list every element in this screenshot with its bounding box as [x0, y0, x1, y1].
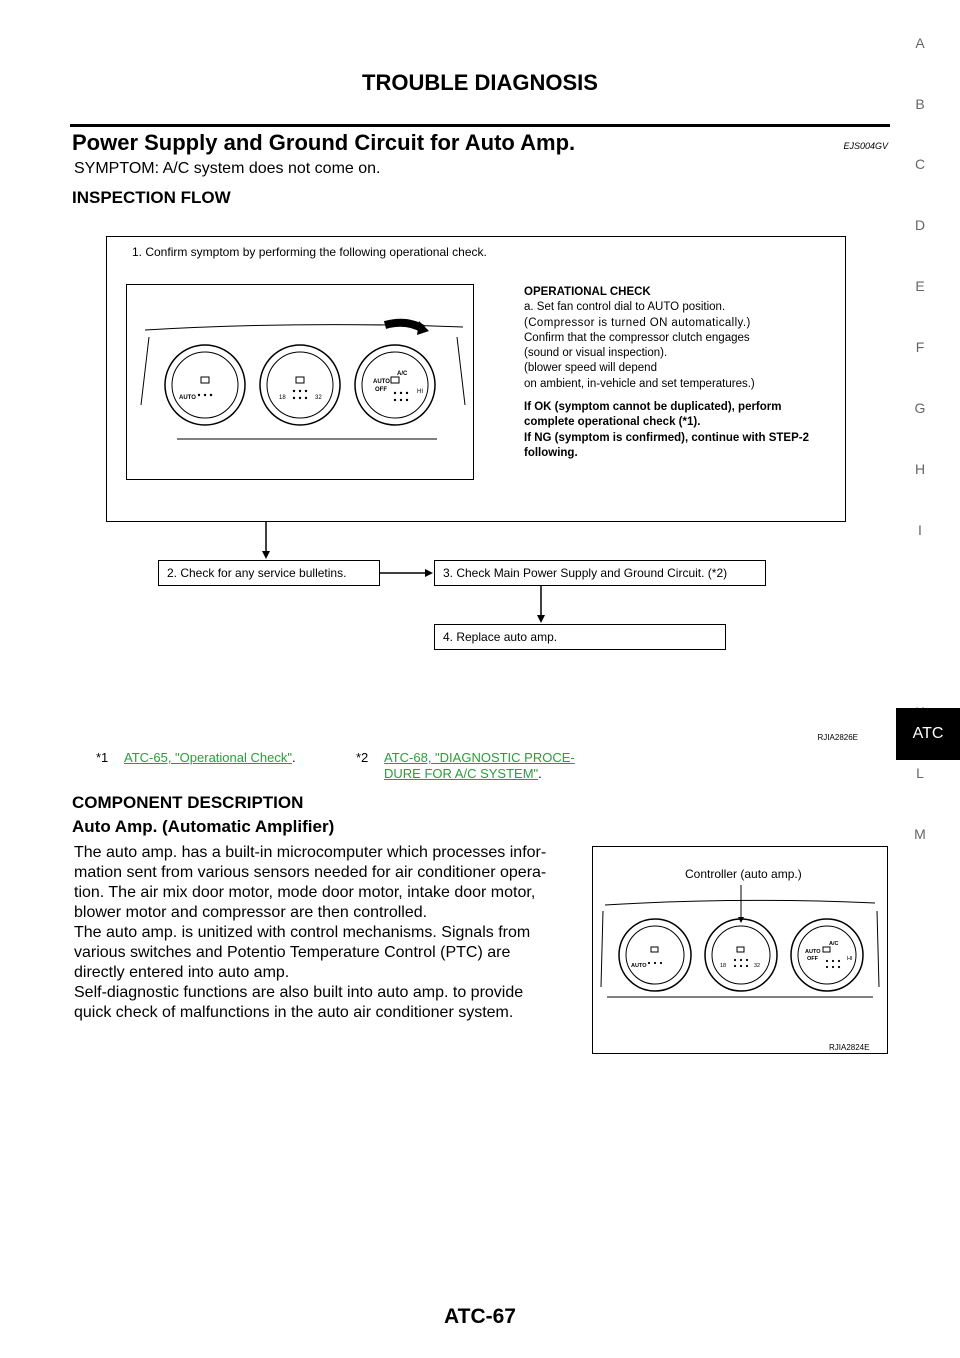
component-subheading: Auto Amp. (Automatic Amplifier) [72, 817, 335, 836]
side-tab-h[interactable]: H [914, 461, 926, 477]
desc-line-5: The auto amp. is unitized with control mechanisms. Signals from [74, 924, 531, 941]
op-check-line-b: (Compressor is turned ON automatically.) [524, 316, 751, 329]
step1-text: 1. Confirm symptom by performing the following operational check. [132, 245, 487, 259]
controller-auto-label: AUTO [631, 963, 647, 969]
panel-temp-low-label: 18 [279, 395, 286, 401]
panel-temp-high-label: 32 [315, 395, 322, 401]
footnote-2-tail: . [538, 766, 542, 781]
desc-line-1: The auto amp. has a built-in microcomputer which processes infor- [74, 844, 547, 861]
desc-line-2: mation sent from various sensors needed for air conditioner opera- [74, 864, 547, 881]
page-number: ATC-67 [444, 1305, 516, 1328]
side-tab-e[interactable]: E [915, 278, 925, 294]
footnote-1-marker: *1 [96, 750, 109, 765]
side-tab-m[interactable]: M [914, 826, 926, 842]
footnote-2-marker: *2 [356, 750, 369, 765]
panel-auto-label: AUTO [179, 395, 196, 401]
controller-off-label: OFF [807, 956, 818, 962]
op-check-line-d: (sound or visual inspection). [524, 347, 668, 360]
controller-auto-label-2: AUTO [805, 949, 821, 955]
side-tab-atc-active[interactable]: ATC [896, 708, 960, 760]
component-description [74, 843, 576, 1023]
controller-figure [592, 846, 888, 1054]
page-header: TROUBLE DIAGNOSIS [362, 70, 598, 95]
op-check-ng-2: following. [524, 446, 578, 459]
component-heading: COMPONENT DESCRIPTION [72, 793, 304, 812]
op-check-title: OPERATIONAL CHECK [524, 286, 651, 298]
op-check-ok-1: If OK (symptom cannot be duplicated), perform [524, 401, 782, 414]
controller-illustration [593, 847, 887, 1053]
op-check-ng-1: If NG (symptom is confirmed), continue with STEP-2 [524, 431, 809, 444]
footnote-2 [384, 750, 575, 782]
side-tab-a[interactable]: A [915, 35, 925, 51]
op-check-ok-2: complete operational check (*1). [524, 416, 701, 429]
desc-line-3: tion. The air mix door motor, mode door motor, intake door motor, [74, 884, 536, 901]
symptom-text: SYMPTOM: A/C system does not come on. [74, 160, 381, 177]
panel-hi-label: HI [417, 389, 423, 395]
step4-box [434, 624, 726, 650]
side-tab-f[interactable]: F [915, 339, 925, 355]
step2-box [158, 560, 380, 586]
inspection-flow-heading: INSPECTION FLOW [72, 188, 231, 207]
footnote-2-link-line-2[interactable]: DURE FOR A/C SYSTEM" [384, 766, 539, 781]
side-tab-c[interactable]: C [914, 156, 926, 172]
controller-temp-high-label: 32 [754, 963, 761, 969]
step2-text: 2. Check for any service bulletins. [167, 566, 347, 580]
op-check-line-f: on ambient, in-vehicle and set temperatures.) [524, 377, 755, 390]
op-check-line-e: (blower speed will depend [524, 362, 657, 375]
controller-hi-label: HI [847, 956, 853, 962]
section-code: EJS004GV [843, 141, 888, 151]
panel-auto-label-2: AUTO [373, 379, 390, 385]
op-check-line-a: a. Set fan control dial to AUTO position. [524, 301, 726, 314]
step4-text: 4. Replace auto amp. [443, 630, 558, 644]
controller-label: Controller (auto amp.) [685, 867, 802, 881]
side-tab-d[interactable]: D [914, 217, 926, 233]
side-tab-b[interactable]: B [915, 96, 925, 112]
section-title: Power Supply and Ground Circuit for Auto Amp. [72, 130, 576, 155]
controller-temp-low-label: 18 [720, 963, 727, 969]
side-tab-l[interactable]: L [916, 765, 924, 781]
controller-ac-label: A/C [829, 941, 839, 947]
op-check-line-c: Confirm that the compressor clutch engages [524, 331, 750, 344]
side-tab-i[interactable]: I [918, 522, 922, 538]
panel-ac-label: A/C [397, 371, 408, 377]
step3-box [434, 560, 766, 586]
desc-line-9: quick check of malfunctions in the auto air conditioner system. [74, 1004, 514, 1021]
footnote-2-link-line-1[interactable]: ATC-68, "DIAGNOSTIC PROCE- [384, 750, 575, 765]
figure-code-2: RJIA2824E [829, 1043, 870, 1052]
desc-line-8: Self-diagnostic functions are also built into auto amp. to provide [74, 984, 524, 1001]
panel-off-label: OFF [375, 387, 387, 393]
desc-line-6: various switches and Potentio Temperature Control (PTC) are [74, 944, 511, 961]
desc-line-7: directly entered into auto amp. [74, 964, 290, 981]
footnote-1-link[interactable]: ATC-65, "Operational Check" [124, 750, 292, 765]
step3-text: 3. Check Main Power Supply and Ground Circuit. (*2) [443, 566, 728, 580]
footnote-1-tail: . [291, 750, 296, 765]
desc-line-4: blower motor and compressor are then controlled. [74, 904, 428, 921]
footnote-1 [124, 750, 296, 765]
figure-code-1: RJIA2826E [817, 733, 858, 742]
side-tab-g[interactable]: G [914, 400, 926, 416]
